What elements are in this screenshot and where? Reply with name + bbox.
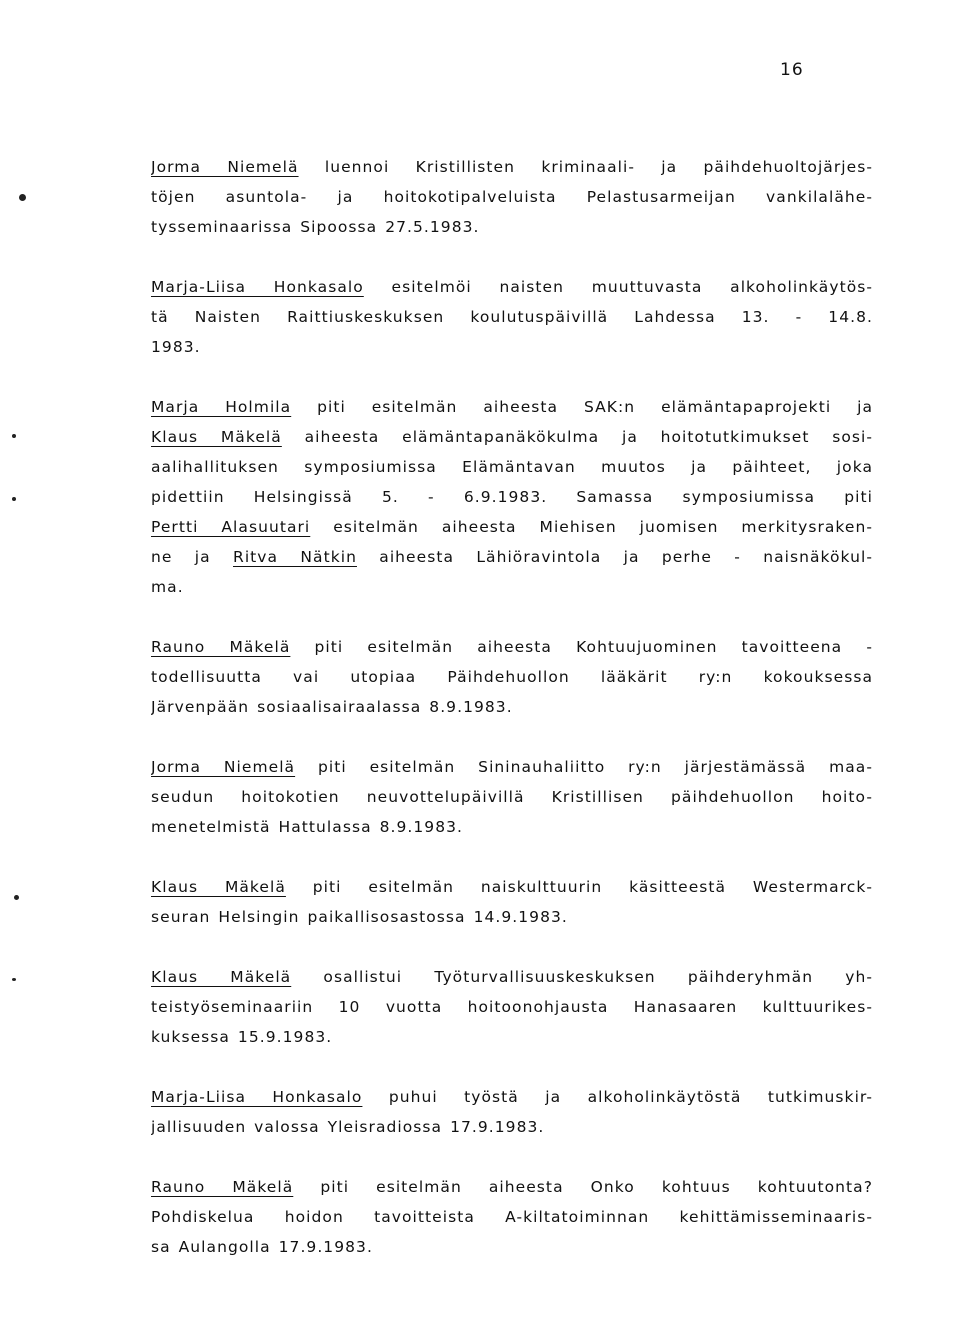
text-line	[151, 1112, 873, 1142]
text-line	[151, 572, 873, 602]
text-line	[151, 452, 873, 482]
person-name: Klaus Mäkelä	[151, 878, 286, 896]
person-name: Pertti Alasuutari	[151, 518, 311, 536]
text-line	[151, 1232, 873, 1262]
person-name: Marja Holmila	[151, 398, 292, 416]
text-line	[151, 962, 873, 992]
text-line	[151, 1022, 873, 1052]
line-text: piti esitelmän aiheesta Kohtuujuominen tavoitteena -	[290, 638, 873, 656]
line-text: esitelmöi naisten muuttuvasta alkoholinkäytös-	[363, 278, 873, 296]
person-name: Marja-Liisa Honkasalo	[151, 278, 364, 296]
line-text: todellisuutta vai utopiaa Päihdehuollon lääkärit ry:n kokouksessa	[151, 668, 873, 686]
text-line	[151, 752, 873, 782]
line-text: tysseminaarissa Sipoossa 27.5.1983.	[151, 218, 480, 236]
text-line	[151, 332, 873, 362]
paragraph	[151, 392, 873, 602]
line-text: kuksessa 15.9.1983.	[151, 1028, 333, 1046]
line-text: seudun hoitokotien neuvottelupäivillä Kristillisen päihdehuollon hoito-	[151, 788, 873, 806]
line-text: piti esitelmän aiheesta Onko kohtuus kohtuutonta?	[293, 1178, 873, 1196]
line-text: aiheesta elämäntapanäkökulma ja hoitotutkimukset sosi-	[281, 428, 873, 446]
paragraph	[151, 752, 873, 842]
person-name: Rauno Mäkelä	[151, 1178, 294, 1196]
line-text: sa Aulangolla 17.9.1983.	[151, 1238, 373, 1256]
text-line	[151, 512, 873, 542]
line-text: tä Naisten Raittiuskeskuksen koulutuspäivillä Lahdessa 13. - 14.8.	[151, 308, 873, 326]
person-name: Marja-Liisa Honkasalo	[151, 1088, 363, 1106]
line-text: piti esitelmän naiskulttuurin käsitteestä Westermarck-	[285, 878, 873, 896]
line-text: töjen asuntola- ja hoitokotipalveluista Pelastusarmeijan vankilalähe-	[151, 188, 873, 206]
line-text: piti esitelmän Sininauhaliitto ry:n järjestämässä maa-	[295, 758, 873, 776]
line-text: teistyöseminaariin 10 vuotta hoitoonohjausta Hanasaaren kulttuurikes-	[151, 998, 873, 1016]
text-line	[151, 662, 873, 692]
paragraph	[151, 272, 873, 362]
text-line	[151, 392, 873, 422]
line-text: puhui työstä ja alkoholinkäytöstä tutkimuskir-	[362, 1088, 873, 1106]
paragraph	[151, 1172, 873, 1262]
text-line	[151, 692, 873, 722]
line-text: aiheesta Lähiöravintola ja perhe - naisnäkökul-	[356, 548, 873, 566]
text-line	[151, 812, 873, 842]
scan-dot-mark	[12, 978, 16, 981]
person-name: Rauno Mäkelä	[151, 638, 291, 656]
scan-dot-mark	[12, 497, 16, 501]
paragraph	[151, 152, 873, 242]
text-line	[151, 1082, 873, 1112]
person-name: Ritva Nätkin	[233, 548, 357, 566]
line-text: osallistui Työturvallisuuskeskuksen päihderyhmän yh-	[291, 968, 873, 986]
text-line	[151, 482, 873, 512]
line-text: 1983.	[151, 338, 201, 356]
text-line	[151, 632, 873, 662]
text-line	[151, 1202, 873, 1232]
paragraph	[151, 632, 873, 722]
person-name: Jorma Niemelä	[151, 158, 299, 176]
text-line	[151, 422, 873, 452]
text-line	[151, 902, 873, 932]
line-text: aalihallituksen symposiumissa Elämäntavan muutos ja päihteet, joka	[151, 458, 873, 476]
line-text: esitelmän aiheesta Miehisen juomisen merkitysraken-	[310, 518, 873, 536]
paragraph	[151, 1082, 873, 1142]
scan-dot-mark	[14, 895, 19, 900]
text-line	[151, 872, 873, 902]
line-text: Pohdiskelua hoidon tavoitteista A-kiltatoiminnan kehittämisseminaaris-	[151, 1208, 873, 1226]
text-line	[151, 1172, 873, 1202]
text-line	[151, 782, 873, 812]
scan-dot-mark	[12, 434, 16, 438]
line-text: piti esitelmän aiheesta SAK:n elämäntapaprojekti ja	[291, 398, 873, 416]
text-line	[151, 302, 873, 332]
person-name: Klaus Mäkelä	[151, 428, 282, 446]
line-text: seuran Helsingin paikallisosastossa 14.9.1983.	[151, 908, 568, 926]
text-line	[151, 212, 873, 242]
line-text: luennoi Kristillisten kriminaali- ja päihdehuoltojärjes-	[298, 158, 873, 176]
text-line	[151, 542, 873, 572]
text-line	[151, 152, 873, 182]
text-line	[151, 182, 873, 212]
line-text: ne ja	[151, 548, 233, 566]
line-text: pidettiin Helsingissä 5. - 6.9.1983. Samassa symposiumissa piti	[151, 488, 873, 506]
page-number: 16	[780, 60, 804, 80]
person-name: Klaus Mäkelä	[151, 968, 292, 986]
paragraph	[151, 962, 873, 1052]
scan-dot-mark	[19, 194, 26, 201]
paragraph	[151, 872, 873, 932]
text-line	[151, 992, 873, 1022]
line-text: ma.	[151, 578, 184, 596]
person-name: Jorma Niemelä	[151, 758, 296, 776]
line-text: menetelmistä Hattulassa 8.9.1983.	[151, 818, 464, 836]
text-line	[151, 272, 873, 302]
line-text: Järvenpään sosiaalisairaalassa 8.9.1983.	[151, 698, 513, 716]
line-text: jallisuuden valossa Yleisradiossa 17.9.1983.	[151, 1118, 545, 1136]
